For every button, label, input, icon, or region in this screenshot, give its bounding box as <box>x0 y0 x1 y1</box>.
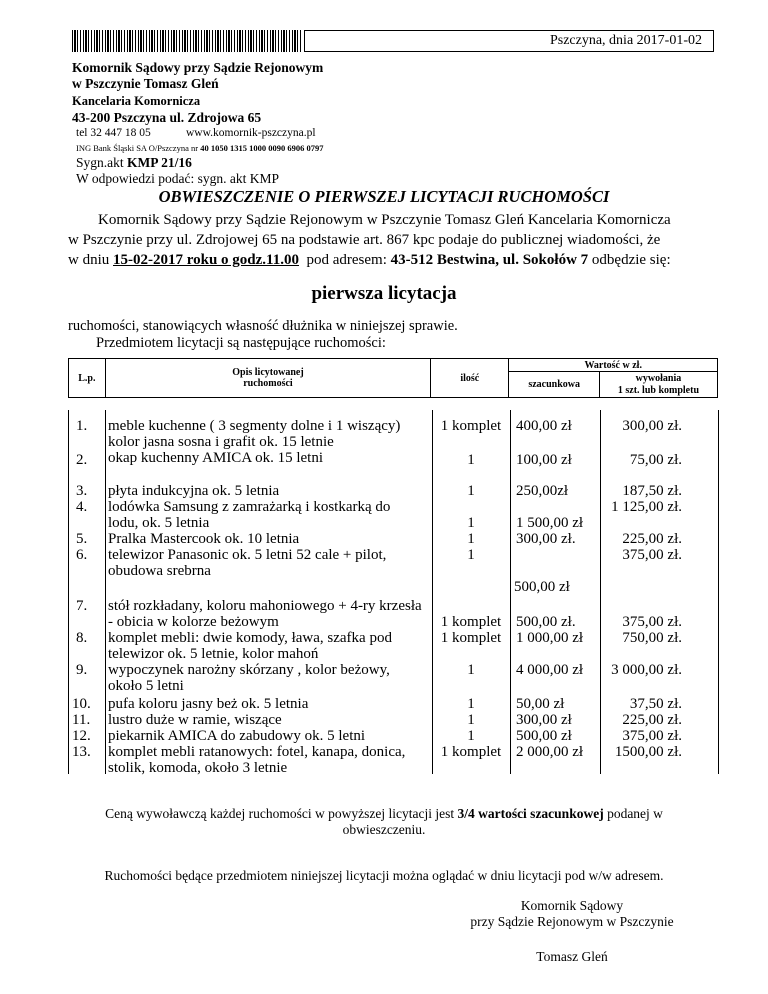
bank-prefix: ING Bank Śląski SA O/Pszczyna nr <box>76 143 199 153</box>
auction-date: 15-02-2017 roku o godz.11.00 <box>113 252 299 268</box>
signature-title: Komornik Sądowy <box>520 898 624 913</box>
item-estimated-value: 50,00 zł <box>516 696 565 712</box>
case-signature-value: KMP 21/16 <box>127 155 192 170</box>
item-description: lodówka Samsung z zamrażarką i kostkarką do <box>108 499 391 515</box>
item-quantity: 1 <box>467 662 475 678</box>
ownership-statement: ruchomości, stanowiących własność dłużnika w niniejszej sprawie. <box>68 318 458 334</box>
item-call-price: 375,00 zł. <box>622 728 682 744</box>
item-call-price: 375,00 zł. <box>622 547 682 563</box>
item-quantity: 1 <box>467 728 475 744</box>
item-quantity: 1 <box>467 531 475 547</box>
item-estimated-value: 500,00 zł. <box>516 614 576 630</box>
item-description: telewizor ok. 5 letnie, kolor mahoń <box>108 646 319 662</box>
item-description: - obicia w kolorze beżowym <box>108 614 279 630</box>
call-price-rule <box>0 806 768 822</box>
item-quantity: 1 <box>467 483 475 499</box>
item-quantity: 1 <box>467 712 475 728</box>
item-call-price: 75,00 zł. <box>629 452 682 468</box>
item-call-price: 375,00 zł. <box>622 614 682 630</box>
row-number: 6. <box>76 547 88 563</box>
row-number: 4. <box>76 499 88 515</box>
table-column-divider <box>105 410 106 774</box>
item-call-price: 3 000,00 zł. <box>611 662 682 678</box>
row-number: 13. <box>72 744 91 760</box>
header-description-line1: Opis licytowanej <box>232 367 304 378</box>
items-intro: Przedmiotem licytacji są następujące ruchomości: <box>96 335 386 351</box>
item-description: komplet mebli ratanowych: fotel, kanapa, donica, <box>108 744 406 760</box>
item-call-price: 300,00 zł. <box>622 418 682 434</box>
table-border-right <box>718 410 719 774</box>
item-description: meble kuchenne ( 3 segmenty dolne i 1 wiszący) <box>108 418 401 434</box>
office-phone: tel 32 447 18 05 <box>76 127 151 139</box>
bank-number: 40 1050 1315 1000 0090 6906 0797 <box>200 143 324 153</box>
office-chancellery: Kancelaria Komornicza <box>72 94 201 108</box>
item-description: stół rozkładany, koloru mahoniowego + 4-ry krzesła <box>108 598 422 614</box>
item-call-price: 37,50 zł. <box>629 696 682 712</box>
row-number: 9. <box>76 662 88 678</box>
item-description: około 5 letni <box>108 678 184 694</box>
notice-paragraph-line3 <box>68 250 710 270</box>
item-description: okap kuchenny AMICA ok. 15 letni <box>108 450 323 466</box>
item-quantity: 1 <box>467 696 475 712</box>
signature-court: przy Sądzie Rejonowym w Pszczynie <box>470 914 674 929</box>
text-fragment: podanej w <box>603 806 663 821</box>
header-call-unit: 1 szt. lub kompletu <box>599 385 717 398</box>
office-website: www.komornik-pszczyna.pl <box>186 127 316 139</box>
row-number: 12. <box>72 728 91 744</box>
item-description: obudowa srebrna <box>108 563 211 579</box>
item-quantity: 1 <box>467 547 475 563</box>
item-description: lustro duże w ramie, wiszące <box>108 712 282 728</box>
row-number: 3. <box>76 483 88 499</box>
item-estimated-value: 1 000,00 zł <box>516 630 584 646</box>
header-estimated: szacunkowa <box>509 372 600 398</box>
item-estimated-value: 300,00 zł. <box>516 531 576 547</box>
items-table-header <box>68 358 718 398</box>
item-quantity: 1 komplet <box>440 744 502 760</box>
item-call-price: 1 125,00 zł. <box>611 499 682 515</box>
row-number: 7. <box>76 598 88 614</box>
header-quantity: ilość <box>431 359 509 398</box>
item-description: stolik, komoda, około 3 letnie <box>108 760 288 776</box>
item-call-price: 187,50 zł. <box>622 483 682 499</box>
case-signature-label: Sygn.akt <box>76 155 124 170</box>
item-estimated-value: 2 000,00 zł <box>516 744 584 760</box>
item-estimated-value: 300,00 zł <box>516 712 572 728</box>
item-estimated-value: 500,00 zł <box>516 728 572 744</box>
item-quantity: 1 komplet <box>440 614 502 630</box>
table-column-divider <box>510 410 511 774</box>
header-value: Wartość w zł. <box>509 359 718 372</box>
item-description: wypoczynek narożny skórzany , kolor beżowy, <box>108 662 390 678</box>
office-address: 43-200 Pszczyna ul. Zdrojowa 65 <box>72 110 262 125</box>
table-border-left <box>68 410 69 774</box>
item-description: płyta indukcyjna ok. 5 letnia <box>108 483 280 499</box>
item-estimated-value: 400,00 zł <box>516 418 572 434</box>
item-call-price: 750,00 zł. <box>622 630 682 646</box>
item-call-price: 225,00 zł. <box>622 531 682 547</box>
notice-paragraph-line1: Komornik Sądowy przy Sądzie Rejonowym w Pszczynie Tomasz Gleń Kancelaria Komornicza <box>98 212 671 228</box>
item-estimated-value: 100,00 zł <box>516 452 572 468</box>
item-quantity: 1 komplet <box>440 630 502 646</box>
item-quantity: 1 <box>467 452 475 468</box>
item-quantity: 1 <box>467 515 475 531</box>
signature-name: Tomasz Gleń <box>536 949 608 964</box>
item-estimated-value: 1 500,00 zł <box>516 515 584 531</box>
row-number: 1. <box>76 418 88 434</box>
item-call-price: 1500,00 zł. <box>614 744 682 760</box>
row-number: 2. <box>76 452 88 468</box>
case-signature <box>76 155 192 171</box>
row-number: 8. <box>76 630 88 646</box>
office-name-line2: w Pszczynie Tomasz Gleń <box>72 76 219 91</box>
item-quantity: 1 komplet <box>440 418 502 434</box>
header-lp: L.p. <box>69 359 106 398</box>
text-fragment: Ceną wywoławczą każdej ruchomości w powyższej licytacji jest <box>105 806 458 821</box>
reply-instruction: W odpowiedzi podać: sygn. akt KMP <box>76 171 279 186</box>
text-fragment: odbędzie się: <box>588 252 671 268</box>
viewing-info: Ruchomości będące przedmiotem niniejszej licytacji można oglądać w dniu licytacji pod w/w adresem. <box>104 868 664 883</box>
item-call-price: 225,00 zł. <box>622 712 682 728</box>
row-number: 11. <box>72 712 91 728</box>
row-number: 5. <box>76 531 88 547</box>
auction-type-heading: pierwsza licytacja <box>311 283 457 304</box>
office-name-line1: Komornik Sądowy przy Sądzie Rejonowym <box>72 60 324 75</box>
text-fragment: pod adresem: <box>306 252 391 268</box>
notice-title: OBWIESZCZENIE O PIERWSZEJ LICYTACJI RUCHOMOŚCI <box>158 187 610 206</box>
header-call-price: wywołania <box>599 372 717 385</box>
call-price-fraction: 3/4 wartości szacunkowej <box>457 806 604 821</box>
header-description <box>105 359 430 398</box>
text-fragment: w dniu <box>68 252 113 268</box>
call-price-rule-line2: obwieszczeniu. <box>342 822 426 837</box>
item-description: pufa koloru jasny beż ok. 5 letnia <box>108 696 309 712</box>
auction-address: 43-512 Bestwina, ul. Sokołów 7 <box>390 252 589 268</box>
item-description: lodu, ok. 5 letnia <box>108 515 210 531</box>
item-description: komplet mebli: dwie komody, ława, szafka pod <box>108 630 392 646</box>
bank-account <box>76 143 323 153</box>
item-description: telewizor Panasonic ok. 5 letni 52 cale + pilot, <box>108 547 387 563</box>
item-description: Pralka Mastercook ok. 10 letnia <box>108 531 300 547</box>
item-description: piekarnik AMICA do zabudowy ok. 5 letni <box>108 728 366 744</box>
header-description-line2: ruchomości <box>243 378 293 389</box>
item-estimated-value: 4 000,00 zł <box>516 662 584 678</box>
barcode <box>72 30 302 52</box>
item-description: kolor jasna sosna i grafit ok. 15 letnie <box>108 434 334 450</box>
item-estimated-value: 250,00zł <box>516 483 569 499</box>
item-estimated-value: 500,00 zł <box>514 579 570 595</box>
notice-paragraph-line2: w Pszczynie przy ul. Zdrojowej 65 na podstawie art. 867 kpc podaje do publicznej wiadomości, że <box>68 232 661 248</box>
row-number: 10. <box>72 696 91 712</box>
document-date: Pszczyna, dnia 2017-01-02 <box>549 33 702 48</box>
